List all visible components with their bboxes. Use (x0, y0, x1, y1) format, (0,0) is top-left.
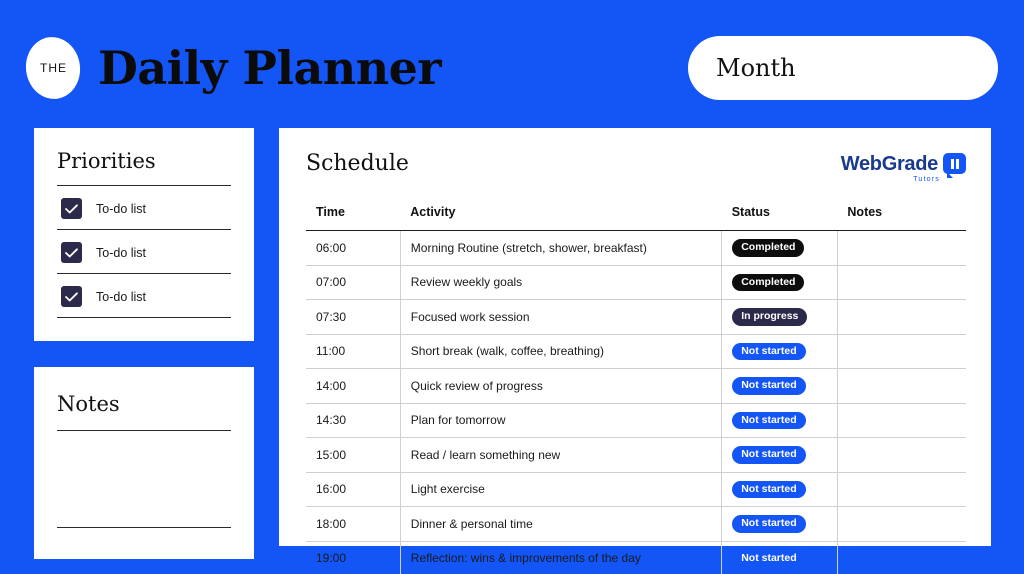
cell-time: 14:30 (306, 403, 400, 438)
cell-activity: Focused work session (400, 300, 721, 335)
cell-time: 15:00 (306, 438, 400, 473)
status-badge: Not started (732, 515, 805, 533)
cell-notes[interactable] (837, 438, 966, 473)
brand-logo (841, 151, 966, 183)
notes-card[interactable] (34, 367, 254, 559)
table-row[interactable] (306, 265, 966, 300)
cell-status (722, 438, 838, 473)
status-badge: Not started (732, 550, 805, 568)
list-item-label: To-do list (96, 245, 147, 260)
cell-activity: Short break (walk, coffee, breathing) (400, 334, 721, 369)
checkbox-icon[interactable] (61, 286, 82, 307)
notes-divider (57, 430, 231, 431)
list-item[interactable] (57, 186, 231, 229)
cell-status (722, 507, 838, 542)
table-row[interactable] (306, 438, 966, 473)
month-label: Month (716, 54, 796, 82)
cell-status (722, 300, 838, 335)
schedule-table (306, 205, 966, 574)
cell-status (722, 334, 838, 369)
checkbox-icon[interactable] (61, 198, 82, 219)
table-header-row (306, 205, 966, 231)
the-badge (22, 34, 84, 103)
cell-activity: Light exercise (400, 472, 721, 507)
list-item-label: To-do list (96, 289, 147, 304)
notes-writing-line (57, 527, 231, 528)
status-badge: Not started (732, 412, 805, 430)
cell-status (722, 265, 838, 300)
status-badge: Not started (732, 446, 805, 464)
cell-notes[interactable] (837, 403, 966, 438)
cell-notes[interactable] (837, 300, 966, 335)
table-row[interactable] (306, 231, 966, 266)
list-item[interactable] (57, 230, 231, 273)
cell-status (722, 369, 838, 404)
priorities-divider (57, 317, 231, 318)
cell-activity: Morning Routine (stretch, shower, breakfast) (400, 231, 721, 266)
cell-notes[interactable] (837, 334, 966, 369)
table-row[interactable] (306, 541, 966, 574)
status-badge: Completed (732, 274, 804, 292)
cell-time: 11:00 (306, 334, 400, 369)
table-row[interactable] (306, 507, 966, 542)
table-row[interactable] (306, 334, 966, 369)
book-icon (943, 153, 966, 174)
list-item[interactable] (57, 274, 231, 317)
column-header-time: Time (306, 205, 400, 231)
table-row[interactable] (306, 403, 966, 438)
schedule-header (306, 151, 966, 183)
cell-time: 07:30 (306, 300, 400, 335)
left-column (34, 128, 254, 559)
list-item-label: To-do list (96, 201, 147, 216)
cell-time: 18:00 (306, 507, 400, 542)
cell-status (722, 541, 838, 574)
cell-time: 19:00 (306, 541, 400, 574)
cell-time: 14:00 (306, 369, 400, 404)
brand-name: WebGrade (840, 152, 938, 175)
month-field[interactable] (688, 36, 998, 100)
cell-activity: Plan for tomorrow (400, 403, 721, 438)
cell-activity: Read / learn something new (400, 438, 721, 473)
status-badge: Not started (732, 481, 805, 499)
notes-title: Notes (57, 392, 120, 416)
schedule-panel (279, 128, 991, 566)
cell-notes[interactable] (837, 231, 966, 266)
table-row[interactable] (306, 472, 966, 507)
status-badge: Not started (732, 343, 805, 361)
the-badge-label: THE (39, 61, 67, 75)
cell-notes[interactable] (837, 541, 966, 574)
priorities-title: Priorities (57, 149, 156, 173)
table-row[interactable] (306, 300, 966, 335)
cell-activity: Quick review of progress (400, 369, 721, 404)
cell-time: 07:00 (306, 265, 400, 300)
cell-activity: Reflection: wins & improvements of the day (400, 541, 721, 574)
status-badge: Completed (732, 239, 804, 257)
cell-activity: Dinner & personal time (400, 507, 721, 542)
cell-time: 16:00 (306, 472, 400, 507)
schedule-title: Schedule (306, 151, 409, 176)
column-header-status: Status (722, 205, 838, 231)
brand-tagline: Tutors (913, 176, 940, 183)
cell-status (722, 403, 838, 438)
priorities-card (34, 128, 254, 341)
cell-status (722, 472, 838, 507)
cell-notes[interactable] (837, 265, 966, 300)
cell-notes[interactable] (837, 507, 966, 542)
checkbox-icon[interactable] (61, 242, 82, 263)
table-row[interactable] (306, 369, 966, 404)
cell-activity: Review weekly goals (400, 265, 721, 300)
page-header (26, 34, 998, 102)
column-header-activity: Activity (400, 205, 721, 231)
cell-status (722, 231, 838, 266)
cell-time: 06:00 (306, 231, 400, 266)
column-header-notes: Notes (837, 205, 966, 231)
cell-notes[interactable] (837, 369, 966, 404)
status-badge: Not started (732, 377, 805, 395)
cell-notes[interactable] (837, 472, 966, 507)
page-title: Daily Planner (98, 41, 442, 95)
status-badge: In progress (732, 308, 807, 326)
